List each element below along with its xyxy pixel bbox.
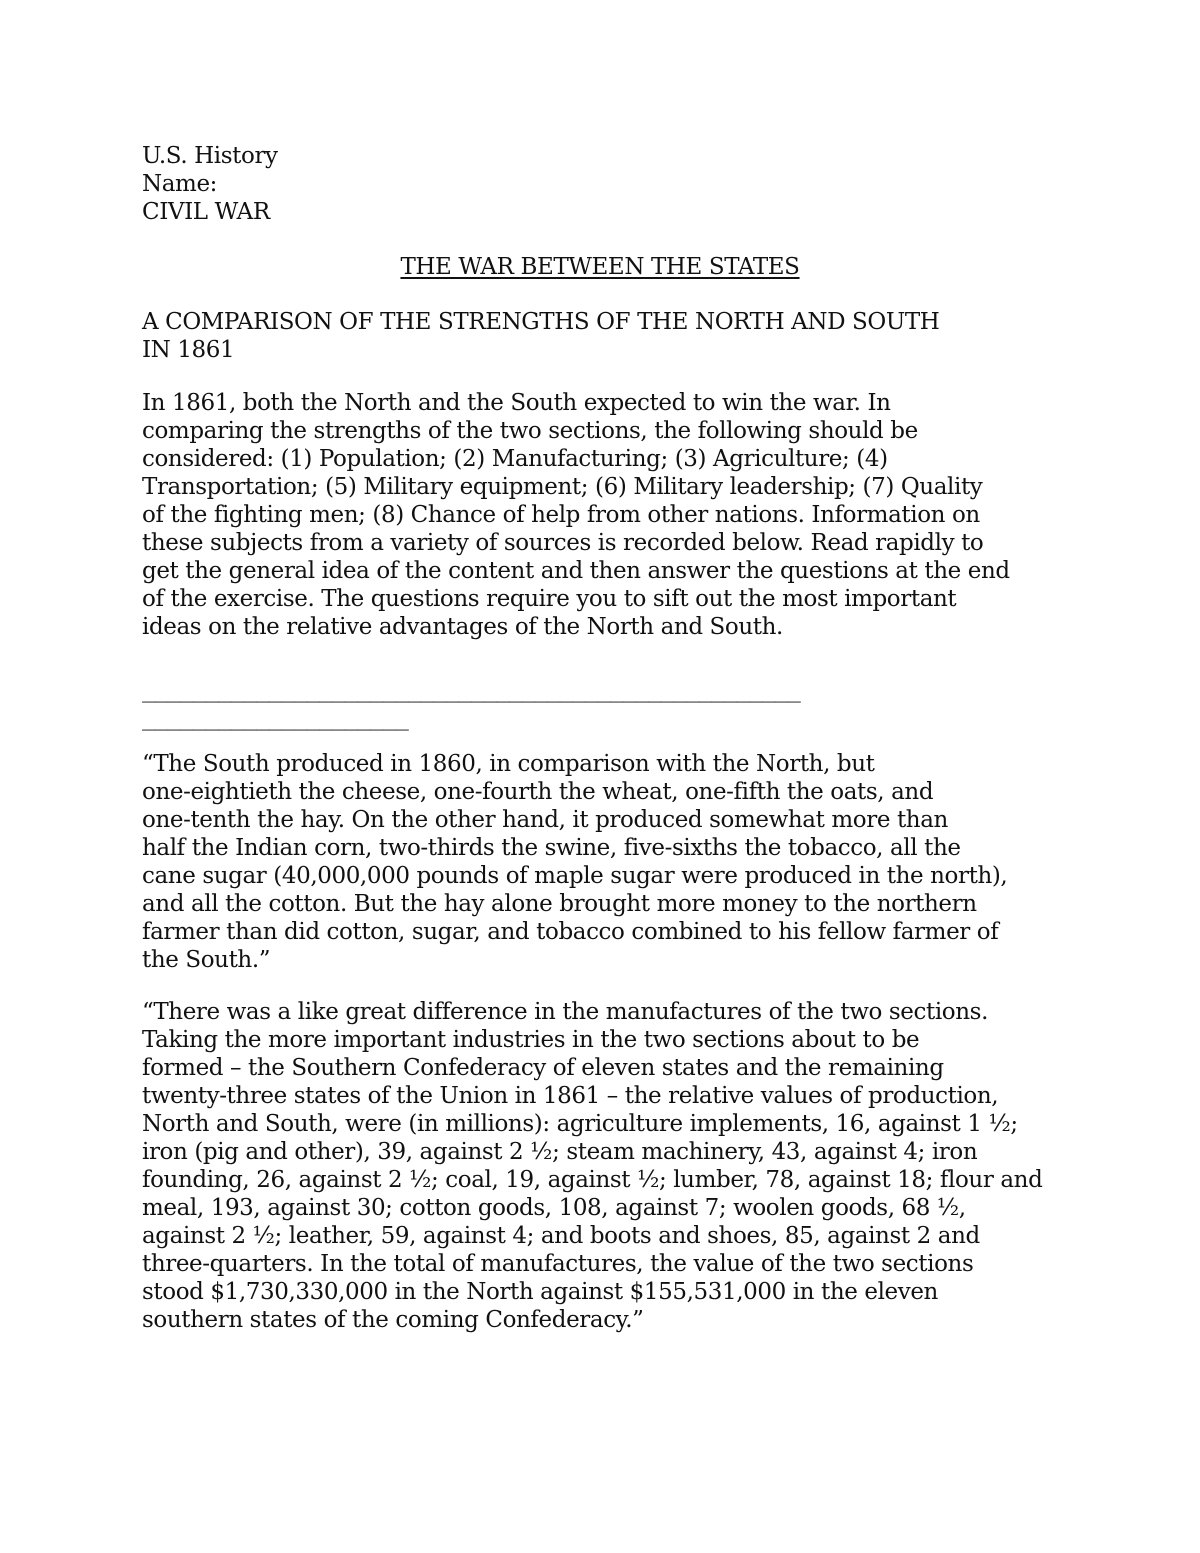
quote-line: against 2 ½; leather, 59, against 4; and boots and shoes, 85, against 2 and	[142, 1223, 980, 1249]
quote-line: twenty-three states of the Union in 1861 – the relative values of production,	[142, 1083, 999, 1109]
quote-line: one-eightieth the cheese, one-fourth the wheat, one-fifth the oats, and	[142, 779, 934, 805]
quote-agriculture	[142, 750, 1062, 974]
document-title: THE WAR BETWEEN THE STATES	[400, 254, 800, 280]
unit-label: CIVIL WAR	[142, 199, 270, 225]
quote-manufactures	[142, 998, 1062, 1334]
intro-line: considered: (1) Population; (2) Manufacturing; (3) Agriculture; (4)	[142, 446, 888, 472]
quote-line: stood $1,730,330,000 in the North against $155,531,000 in the eleven	[142, 1279, 938, 1305]
quote-line: half the Indian corn, two-thirds the swine, five-sixths the tobacco, all the	[142, 835, 961, 861]
intro-line: In 1861, both the North and the South expected to win the war. In	[142, 390, 891, 416]
name-label: Name:	[142, 171, 218, 197]
course-label: U.S. History	[142, 143, 278, 169]
quote-line: “There was a like great difference in the manufactures of the two sections.	[142, 999, 988, 1025]
intro-line: get the general idea of the content and then answer the questions at the end	[142, 558, 1010, 584]
separator-line: _____________________	[142, 705, 408, 731]
intro-line: of the exercise. The questions require you to sift out the most important	[142, 586, 957, 612]
quote-line: southern states of the coming Confederacy.”	[142, 1307, 644, 1333]
quote-line: and all the cotton. But the hay alone brought more money to the northern	[142, 891, 977, 917]
intro-line: Transportation; (5) Military equipment; (6) Military leadership; (7) Quality	[142, 474, 983, 500]
intro-line: comparing the strengths of the two sections, the following should be	[142, 418, 918, 444]
quote-line: one-tenth the hay. On the other hand, it produced somewhat more than	[142, 807, 948, 833]
intro-paragraph	[142, 389, 1062, 641]
intro-line: ideas on the relative advantages of the North and South.	[142, 614, 783, 640]
quote-line: formed – the Southern Confederacy of eleven states and the remaining	[142, 1055, 944, 1081]
quote-line: Taking the more important industries in the two sections about to be	[142, 1027, 920, 1053]
quote-line: cane sugar (40,000,000 pounds of maple sugar were produced in the north),	[142, 863, 1008, 889]
title-wrap	[0, 253, 1200, 281]
quote-line: “The South produced in 1860, in comparison with the North, but	[142, 751, 875, 777]
quote-line: founding, 26, against 2 ½; coal, 19, against ½; lumber, 78, against 18; flour and	[142, 1167, 1043, 1193]
header-block	[142, 142, 1062, 226]
quote-line: North and South, were (in millions): agriculture implements, 16, against 1 ½;	[142, 1111, 1018, 1137]
subtitle-block	[142, 308, 1062, 364]
quote-line: meal, 193, against 30; cotton goods, 108, against 7; woolen goods, 68 ½,	[142, 1195, 966, 1221]
separator-line: ____________________________________________________	[142, 677, 800, 703]
intro-line: of the fighting men; (8) Chance of help from other nations. Information on	[142, 502, 980, 528]
quote-line: farmer than did cotton, sugar, and tobacco combined to his fellow farmer of	[142, 919, 999, 945]
quote-line: iron (pig and other), 39, against 2 ½; steam machinery, 43, against 4; iron	[142, 1139, 978, 1165]
subtitle-line: A COMPARISON OF THE STRENGTHS OF THE NORTH AND SOUTH	[142, 309, 940, 335]
quote-line: three-quarters. In the total of manufactures, the value of the two sections	[142, 1251, 974, 1277]
subtitle-line: IN 1861	[142, 337, 235, 363]
quote-line: the South.”	[142, 947, 271, 973]
intro-line: these subjects from a variety of sources is recorded below. Read rapidly to	[142, 530, 984, 556]
